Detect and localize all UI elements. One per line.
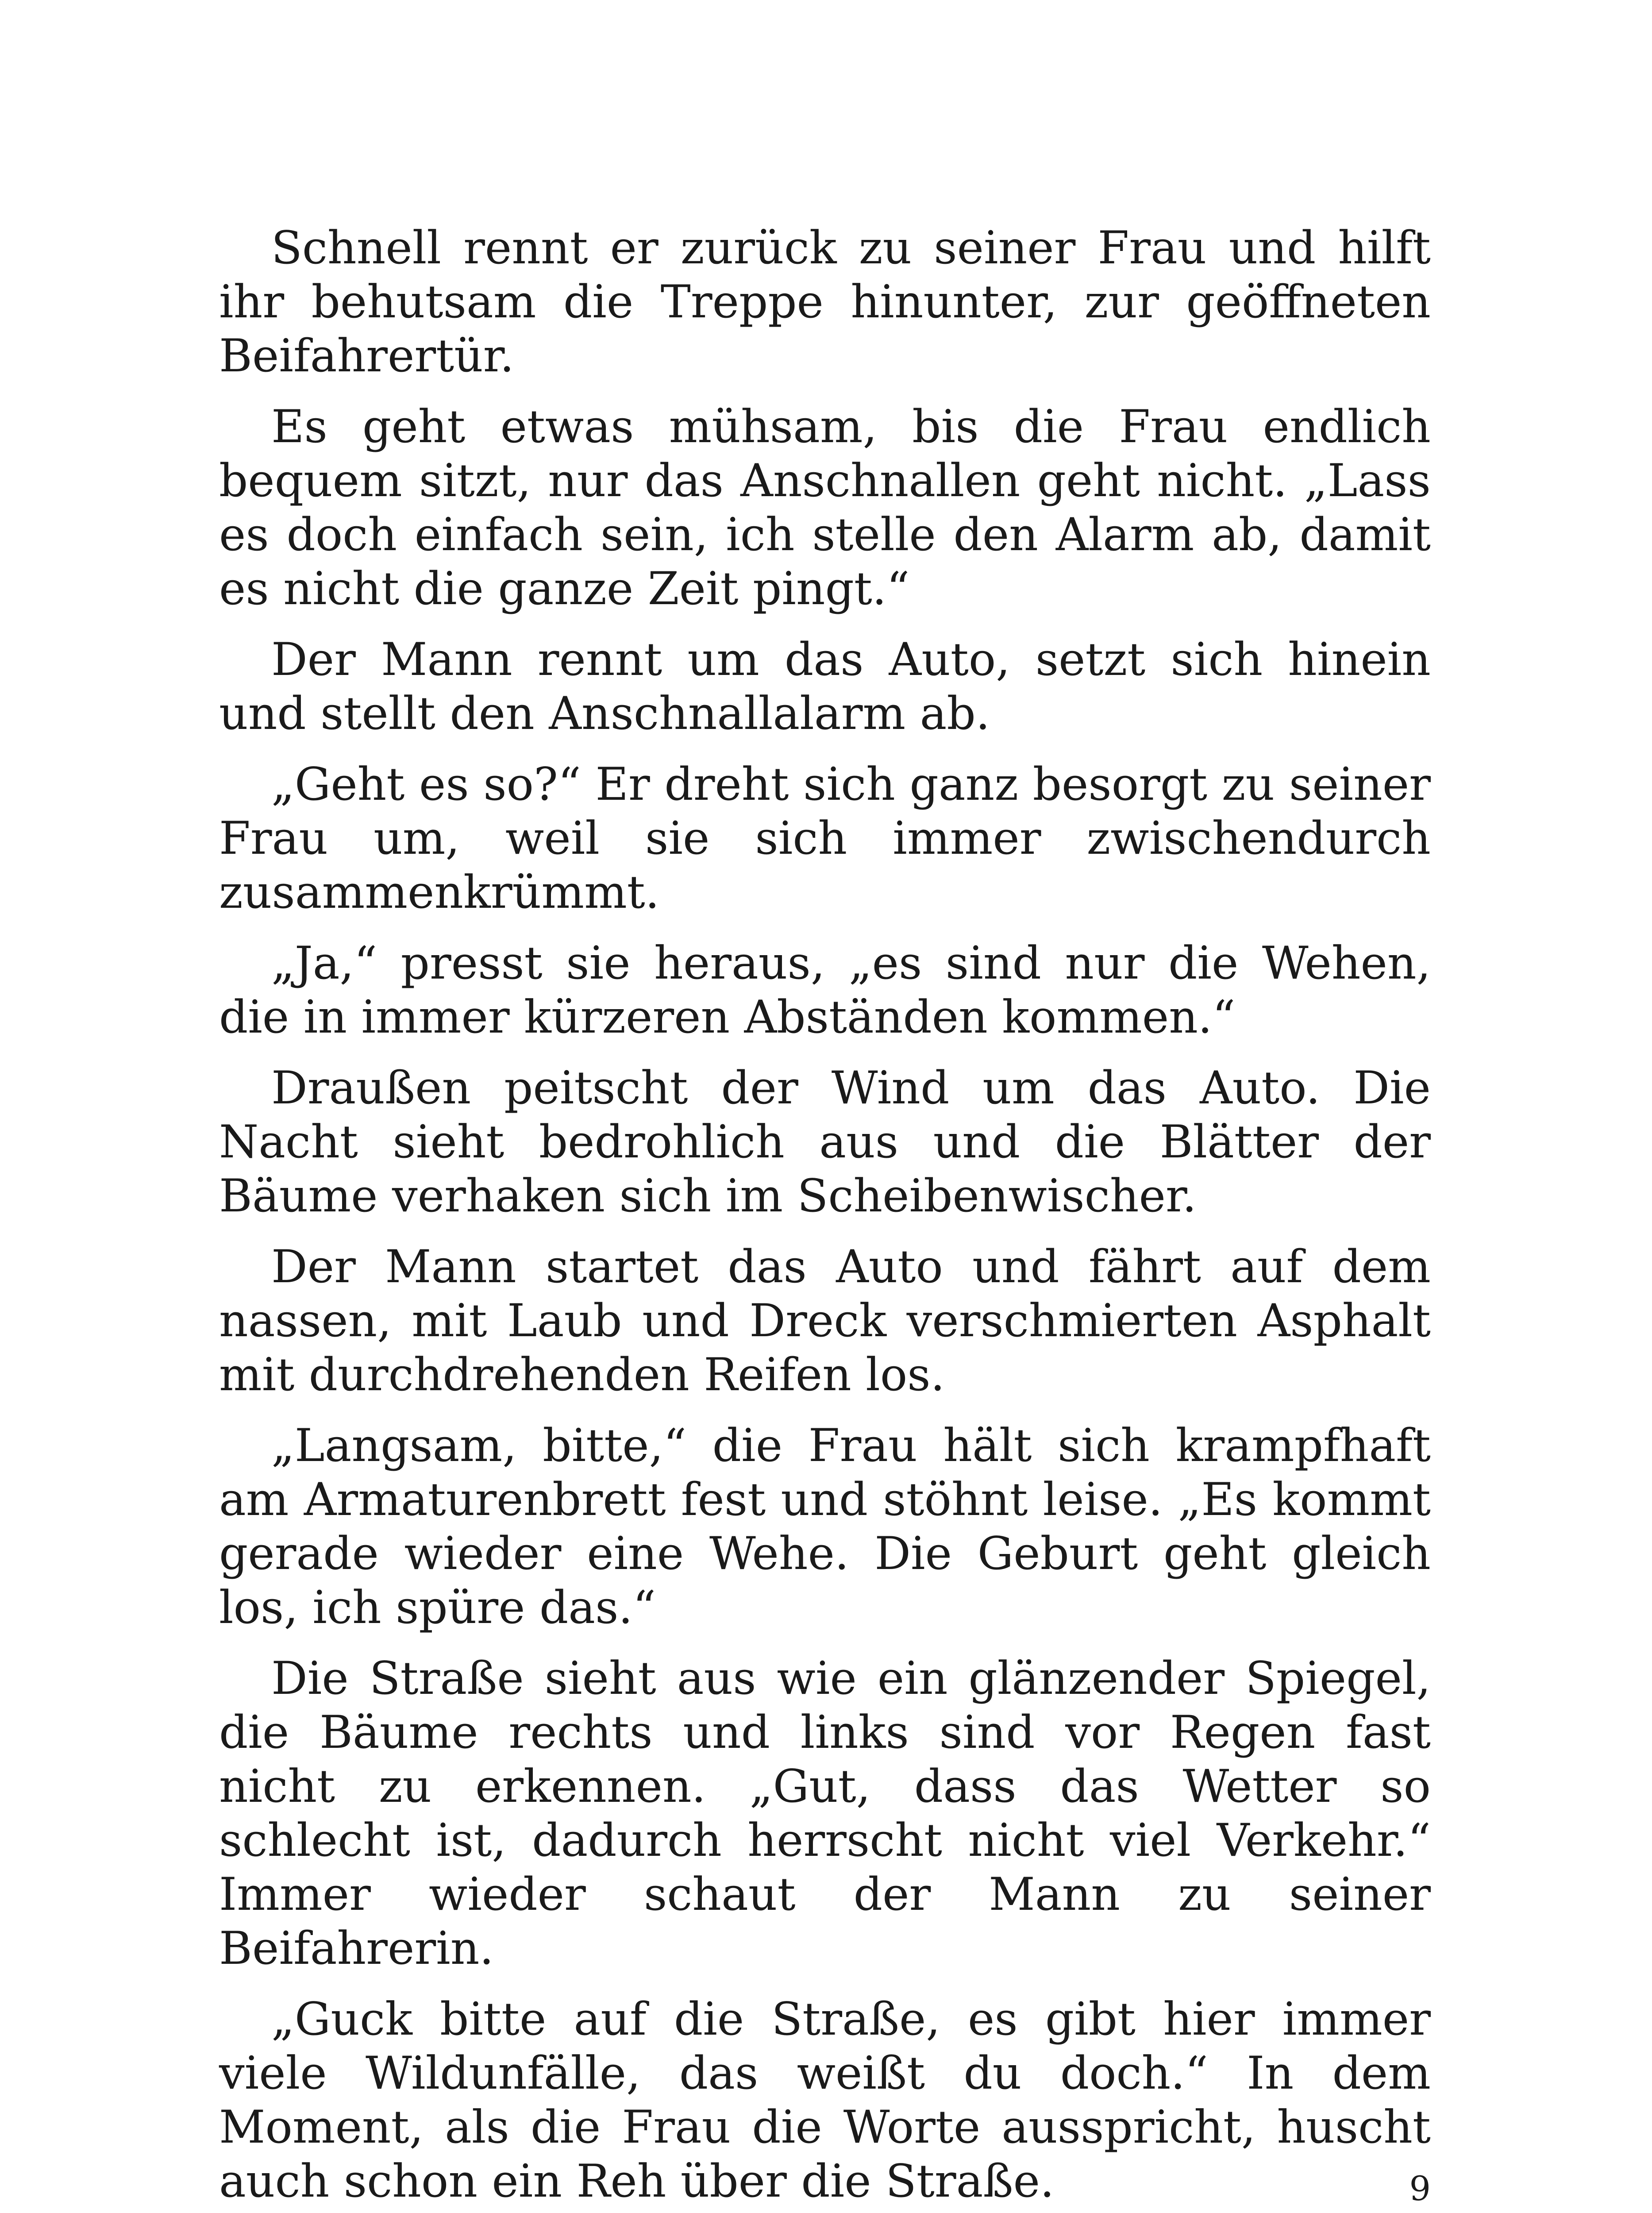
paragraph: Der Mann startet das Auto und fährt auf dem nassen, mit Laub und Dreck verschmierten Asphalt mit durchdrehenden Reifen los. — [219, 1241, 1431, 1401]
paragraph: „Geht es so?“ Er dreht sich ganz besorgt zu seiner Frau um, weil sie sich immer zwischendurch zusammenkrümmt. — [219, 758, 1431, 919]
paragraph: Schnell rennt er zurück zu seiner Frau und hilft ihr behutsam die Treppe hinunter, zur geöffneten Beifahrertür. — [219, 222, 1431, 382]
paragraph: Die Straße sieht aus wie ein glänzender Spiegel, die Bäume rechts und links sind vor Regen fast nicht zu erkennen. „Gut, dass das Wetter so schlecht ist, dadurch herrscht nicht viel Verkehr.“ Immer wieder schaut der Mann zu seiner Beifahrerin. — [219, 1652, 1431, 1975]
paragraph: Es geht etwas mühsam, bis die Frau endlich bequem sitzt, nur das Anschnallen geht nicht. „Lass es doch einfach sein, ich stelle den Alarm ab, damit es nicht die ganze Zeit pingt.“ — [219, 401, 1431, 615]
paragraph: Der Mann rennt um das Auto, setzt sich hinein und stellt den Anschnallalarm ab. — [219, 633, 1431, 740]
page-number: 9 — [1409, 2169, 1431, 2208]
paragraph: „Langsam, bitte,“ die Frau hält sich krampfhaft am Armaturenbrett fest und stöhnt leise. „Es kommt gerade wieder eine Wehe. Die Geburt geht gleich los, ich spüre das.“ — [219, 1419, 1431, 1634]
paragraph: „Guck bitte auf die Straße, es gibt hier immer viele Wildunfälle, das weißt du doch.“ In dem Moment, als die Frau die Worte ausspricht, huscht auch schon ein Reh über die Straße. — [219, 1993, 1431, 2208]
paragraph: Draußen peitscht der Wind um das Auto. Die Nacht sieht bedrohlich aus und die Blätter der Bäume verhaken sich im Scheibenwischer. — [219, 1062, 1431, 1222]
body-text — [219, 221, 1431, 2213]
paragraph: „Ja,“ presst sie heraus, „es sind nur die Wehen, die in immer kürzeren Abständen kommen.“ — [219, 937, 1431, 1044]
